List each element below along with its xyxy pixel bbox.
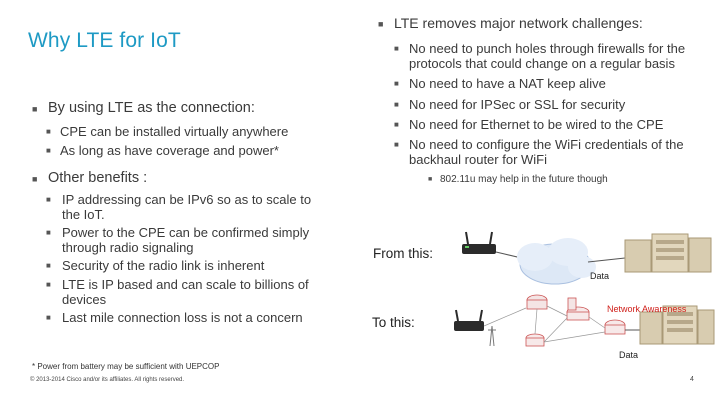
router-icon-bottom: [526, 334, 544, 346]
sub-bullet: [44, 310, 330, 325]
bullet-square-icon: ■: [46, 313, 51, 322]
slide-title: Why LTE for IoT: [28, 29, 181, 52]
sub-bullet-text: CPE can be installed virtually anywhere: [60, 124, 289, 139]
sub-bullet-text: Power to the CPE can be confirmed simply through radio signaling: [62, 225, 310, 255]
bullet-square-icon: ■: [32, 104, 38, 114]
bullet-text: LTE removes major network challenges:: [394, 15, 643, 31]
sub-bullet: [44, 258, 330, 273]
lte-router-icon-top: [462, 232, 496, 254]
sub-bullet-text: Security of the radio link is inherent: [62, 258, 265, 273]
sub-bullet: [392, 97, 688, 112]
bullet-lte-connection: [30, 100, 340, 117]
page-number: 4: [690, 376, 694, 383]
mme-icon: [568, 298, 576, 310]
bullet-square-icon: ■: [46, 228, 51, 237]
bullet-square-icon: ■: [428, 176, 433, 183]
gateway-icon-right: [605, 320, 625, 334]
lte-router-icon-bottom: [454, 310, 484, 331]
bullet-text: By using LTE as the connection:: [48, 100, 255, 116]
sub-bullet-text: IP addressing can be IPv6 so as to scale to the IoT.: [62, 192, 312, 222]
bullet-square-icon: ■: [46, 280, 51, 289]
bullet-square-icon: ■: [394, 44, 399, 53]
bullet-other-benefits: [30, 170, 350, 187]
copyright: © 2013-2014 Cisco and/or its affiliates. All rights reserved.: [30, 377, 185, 383]
bullet-square-icon: ■: [46, 261, 51, 270]
bullet-text: Other benefits :: [48, 170, 148, 186]
sub-sub-bullet: [426, 173, 688, 186]
sub-bullet-text: As long as have coverage and power*: [60, 143, 279, 158]
bullet-square-icon: ■: [394, 100, 399, 109]
bullet-square-icon: ■: [394, 79, 399, 88]
sub-bullet-text: No need for IPSec or SSL for security: [409, 97, 626, 112]
sub-bullet: [392, 117, 688, 132]
sub-bullet-text: No need for Ethernet to be wired to the CPE: [409, 117, 664, 132]
sub-bullet: [44, 124, 340, 139]
to-this-label: To this:: [372, 315, 415, 330]
sub-bullet-text: No need to have a NAT keep alive: [409, 76, 606, 91]
network-awareness-label: Network Awareness: [607, 304, 687, 314]
sub-sub-bullet-text: 802.11u may help in the future though: [440, 174, 608, 185]
sub-bullet: [44, 192, 330, 222]
enodeb-icon-left: [527, 295, 547, 309]
right-column: [376, 15, 696, 186]
sub-bullet-text: LTE is IP based and can scale to billions of devices: [62, 277, 309, 307]
sub-bullet: [392, 137, 688, 167]
data-label-bottom: Data: [619, 350, 639, 360]
sub-bullet-text: No need to configure the WiFi credentials of the backhaul router for WiFi: [409, 137, 684, 167]
cell-tower-icon: [488, 326, 496, 346]
from-this-label: From this:: [373, 246, 434, 261]
footnote: * Power from battery may be sufficient with UEPCOP: [32, 362, 220, 371]
cloud-icon: [517, 238, 596, 284]
left-column: [30, 100, 340, 158]
sub-bullet: [44, 143, 340, 158]
sub-bullet: [392, 41, 688, 71]
bullet-lte-removes: [376, 15, 696, 32]
bullet-square-icon: ■: [394, 140, 399, 149]
left-column-benefits: [30, 170, 350, 325]
bullet-square-icon: ■: [32, 174, 38, 184]
bullet-square-icon: ■: [46, 146, 51, 155]
bullet-square-icon: ■: [46, 195, 51, 204]
sub-bullet: [44, 225, 330, 255]
bullet-square-icon: ■: [46, 127, 51, 136]
bullet-square-icon: ■: [378, 19, 384, 29]
sub-bullet-text: Last mile connection loss is not a concern: [62, 310, 303, 325]
bullet-square-icon: ■: [394, 120, 399, 129]
data-label-top: Data: [590, 271, 610, 281]
sub-bullet: [392, 76, 688, 91]
sub-bullet: [44, 277, 330, 307]
network-diagram: [440, 222, 720, 367]
data-center-icon-top: [625, 234, 711, 272]
cloud-to-server-line: [588, 258, 625, 262]
sub-bullet-text: No need to punch holes through firewalls for the protocols that could change on a regular basis: [409, 41, 686, 71]
